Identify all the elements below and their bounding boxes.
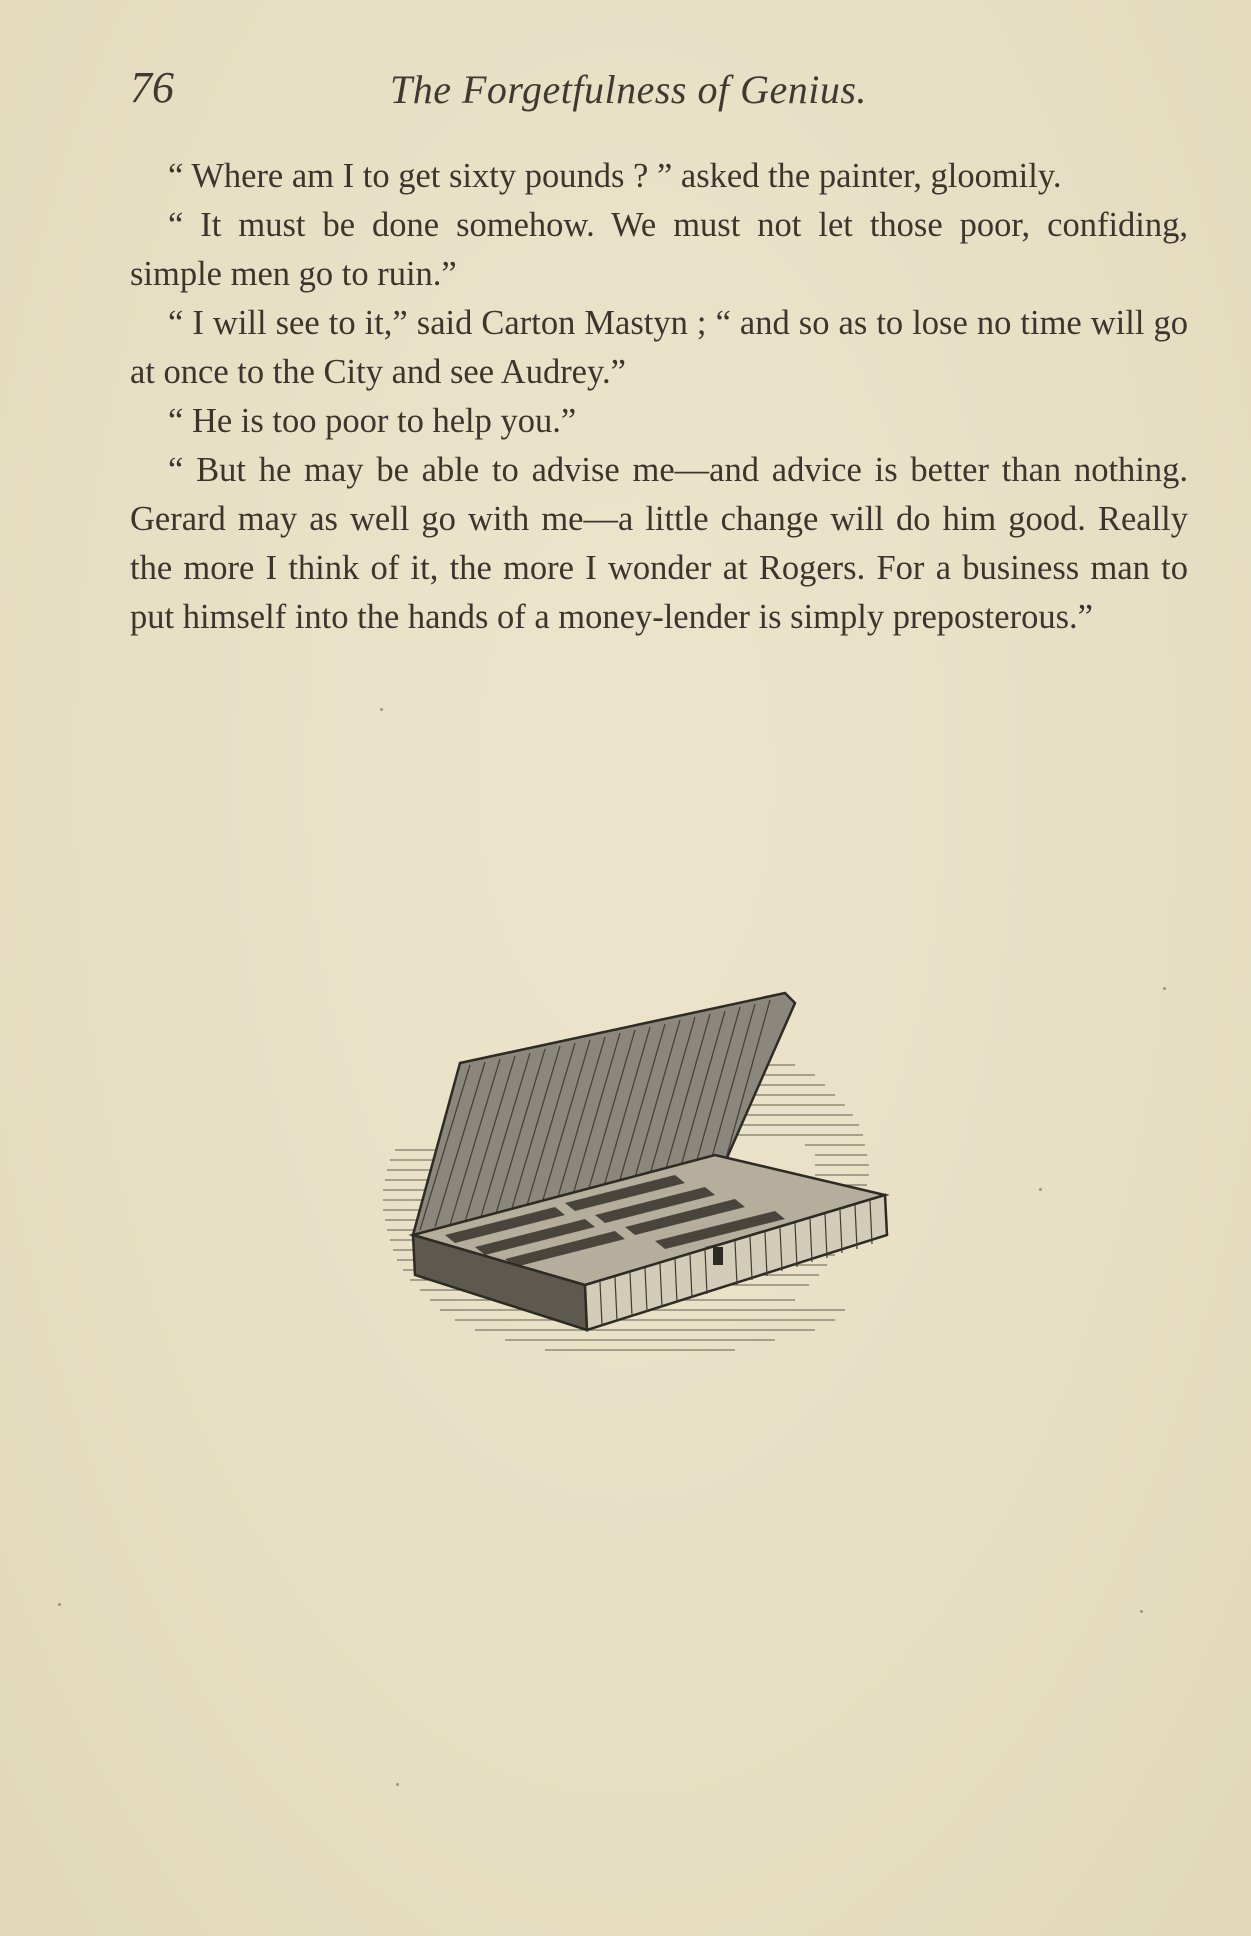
paper-speck [380,708,383,711]
paragraph: “ It must be done somehow. We must not let those poor, confiding, simple men go to ruin.” [130,206,1188,293]
paragraph: “ He is too poor to help you.” [168,402,577,440]
clasp-icon [713,1247,723,1265]
paragraph: “ Where am I to get sixty pounds ? ” asked the painter, gloomily. [168,157,1062,195]
running-title: The Forgetfulness of Genius. [390,67,867,112]
paper-speck [1163,987,1166,990]
paper-speck [396,1783,399,1786]
running-head [130,62,1190,122]
paper-speck [1140,1610,1143,1613]
paragraph: “ I will see to it,” said Carton Mastyn ; “ and so as to lose no time will go at once to the City and see Audrey.” [130,304,1188,391]
page-number: 76 [130,63,174,112]
paper-speck [1039,1188,1042,1191]
paragraph: “ But he may be able to advise me—and advice is better than nothing. Gerard may as well go with me—a little change will do him good. Really the more I think of it, the more I wonder at Rogers. For a business man to put himself into the hands of a money-lender is simply preposterous.” [130,451,1188,636]
paper-speck [58,1603,61,1606]
paintbox-engraving [375,985,945,1380]
body-text [130,152,1188,642]
